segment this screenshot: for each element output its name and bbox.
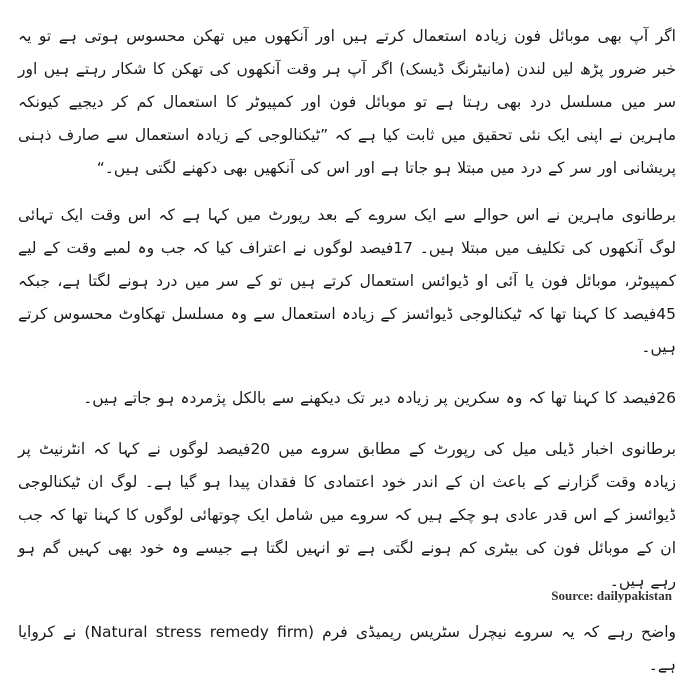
article-paragraph-1: اگر آپ بھی موبائل فون زیادہ استعمال کرتے ہیں اور آنکھوں میں تھکن محسوس ہوتی ہے تو یہ خبر ضرور پڑھ لیں لندن (مانیٹرنگ ڈیسک) اگر آپ ہر وقت آنکھوں کی تھکن کا شکار رہتے ہیں اور سر میں مسلسل درد بھی رہتا ہے تو موبائل فون اور کمپیوٹر کا استعمال کم کر دیجیے کیونکہ ماہرین نے اپنی ایک نئی تحقیق میں ثابت کیا ہے کہ ”ٹیکنالوجی کے زیادہ استعمال سے صارف ذہنی پریشانی اور سر کے درد میں مبتلا ہو جاتا ہے اور اس کی آنکھیں بھی دکھنے لگتی ہیں۔“: [18, 27, 676, 177]
source-credit: Source: dailypakistan: [551, 588, 672, 603]
article-paragraph-5: واضح رہے کہ یہ سروے نیچرل سٹریس ریمیڈی فرم (Natural stress remedy firm) نے کروایا ہے۔: [18, 623, 676, 674]
article-paragraph-2: برطانوی ماہرین نے اس حوالے سے ایک سروے کے بعد رپورٹ میں کہا ہے کہ اس وقت ایک تہائی لوگ آنکھوں کی تکلیف میں مبتلا ہیں۔ 17فیصد لوگوں نے اعتراف کیا کہ جب وہ لمبے وقت کے لیے کمپیوٹر، موبائل فون یا آئی او ڈیوائس استعمال کرتے ہیں تو کے سر میں درد ہونے لگتا ہے، جبکہ 45فیصد کا کہنا تھا کہ ٹیکنالوجی ڈیوائسز کے زیادہ استعمال سے وہ مسلسل تھکاوٹ محسوس کرتے ہیں۔: [18, 206, 676, 356]
article-paragraph-4: برطانوی اخبار ڈیلی میل کی رپورٹ کے مطابق سروے میں 20فیصد لوگوں نے کہا کہ انٹرنیٹ پر زیادہ وقت گزارنے کے باعث ان کے اندر خود اعتمادی کا فقدان پیدا ہو گیا ہے۔ لوگ ان ٹیکنالوجی ڈیوائسز کے اس قدر عادی ہو چکے ہیں کہ سروے میں شامل ایک چوتھائی لوگوں کا کہنا تھا کہ جب ان کے موبائل فون کی بیٹری کم ہونے لگتی ہے تو انہیں لگتا ہے جیسے وہ خود بھی کہیں گم ہو رہے ہیں۔: [18, 440, 676, 590]
article-paragraph-3: 26فیصد کا کہنا تھا کہ وہ سکرین پر زیادہ دیر تک دیکھنے سے بالکل پژمردہ ہو جاتے ہیں۔: [83, 389, 676, 407]
